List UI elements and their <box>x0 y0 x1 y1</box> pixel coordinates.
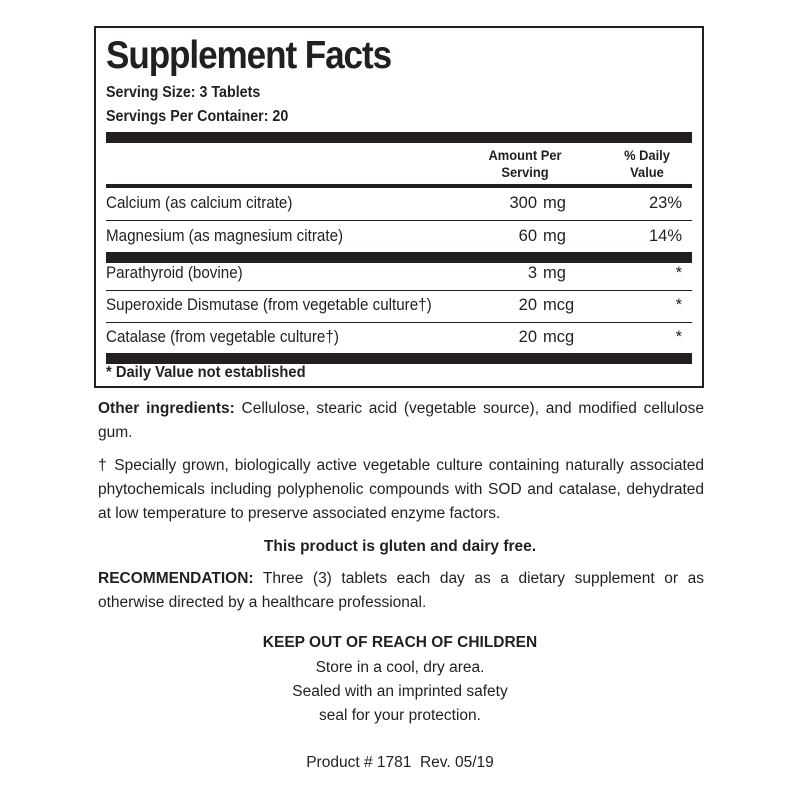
column-header-daily-value <box>606 147 689 181</box>
nutrient-unit: mcg <box>543 328 575 346</box>
column-header-dv-line: % Daily <box>624 147 670 163</box>
column-header-amount <box>474 147 575 181</box>
nutrient-name: Magnesium (as magnesium citrate) <box>106 227 344 245</box>
column-header-amount-line: Serving <box>501 164 549 180</box>
nutrient-amount: 3 <box>527 264 537 282</box>
recommendation <box>98 567 704 615</box>
nutrient-name: Superoxide Dismutase (from vegetable culture†) <box>106 296 432 314</box>
nutrient-unit: mg <box>543 264 566 282</box>
storage-line: Store in a cool, dry area. <box>315 659 485 676</box>
panel-title: Supplement Facts <box>106 34 392 77</box>
nutrient-name: Calcium (as calcium citrate) <box>106 194 293 212</box>
column-header-dv-line: Value <box>630 164 664 180</box>
dagger-note: † Specially grown, biologically active vegetable culture containing naturally associated phytochemicals including polyphenolic compounds with SOD and catalase, dehydrated at low temperature to preserve associated enzyme factors. <box>98 457 704 522</box>
table-row <box>106 188 692 220</box>
nutrient-daily-value: 14% <box>648 227 682 245</box>
other-ingredients-text: Cellulose, stearic acid (vegetable source), and modified cellulose gum. <box>98 400 704 441</box>
column-header-amount-line: Amount Per <box>488 147 562 163</box>
supplement-facts-panel <box>94 26 704 388</box>
seal-line-2: seal for your protection. <box>319 707 481 724</box>
product-number: Product # 1781 Rev. 05/19 <box>306 754 494 771</box>
servings-per-container: Servings Per Container: 20 <box>106 108 289 125</box>
nutrient-unit: mcg <box>543 296 575 314</box>
nutrient-unit: mg <box>543 194 566 212</box>
nutrient-name: Catalase (from vegetable culture†) <box>106 328 339 346</box>
other-ingredients-label: Other ingredients: <box>98 400 235 417</box>
gluten-dairy-free-note: This product is gluten and dairy free. <box>263 538 537 555</box>
nutrient-daily-value: * <box>675 328 682 346</box>
thick-divider <box>106 353 692 364</box>
nutrient-amount: 300 <box>509 194 537 212</box>
table-row <box>106 221 692 253</box>
nutrient-daily-value: * <box>675 296 682 314</box>
nutrient-name: Parathyroid (bovine) <box>106 264 243 282</box>
nutrient-amount: 60 <box>518 227 537 245</box>
nutrient-amount: 20 <box>518 328 537 346</box>
nutrient-unit: mg <box>543 227 566 245</box>
table-row <box>106 290 692 322</box>
table-row <box>106 258 692 290</box>
recommendation-label: RECOMMENDATION: <box>98 570 254 587</box>
thick-divider <box>106 132 692 143</box>
warning-heading: KEEP OUT OF REACH OF CHILDREN <box>262 634 538 651</box>
table-row <box>106 322 692 354</box>
nutrient-amount: 20 <box>518 296 537 314</box>
recommendation-text: Three (3) tablets each day as a dietary supplement or as otherwise directed by a healthcare professional. <box>98 570 704 611</box>
nutrient-daily-value: 23% <box>648 194 682 212</box>
seal-line-1: Sealed with an imprinted safety <box>292 683 508 700</box>
other-ingredients <box>98 397 704 445</box>
serving-size: Serving Size: 3 Tablets <box>106 84 261 101</box>
nutrient-daily-value: * <box>675 264 682 282</box>
daily-value-footnote: * Daily Value not established <box>106 364 306 381</box>
